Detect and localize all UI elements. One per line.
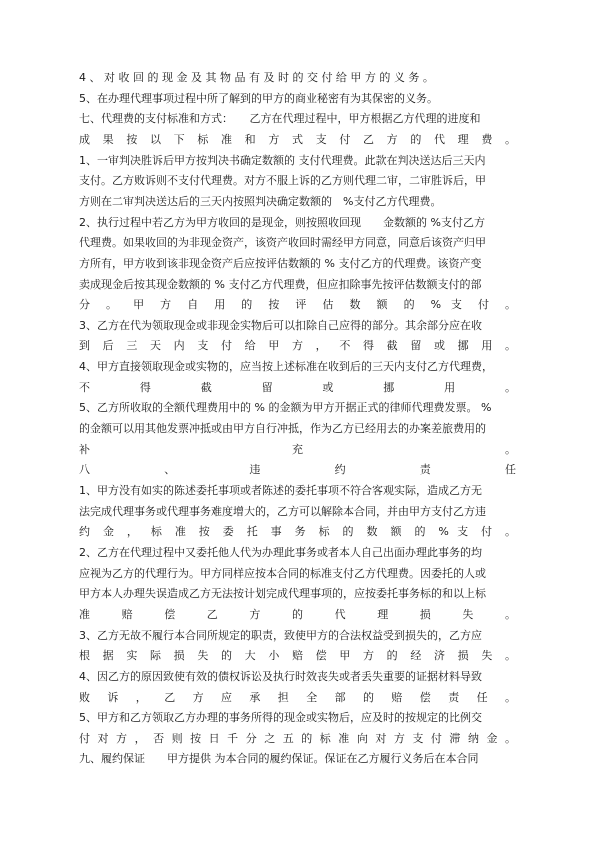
text-line-22: 法完成代理事务或代理事务难度增大的，乙方可以解除本合同，并由甲方支付乙方违	[79, 504, 486, 518]
text-line-3: 七、代理费的支付标准和方式： 乙方在代理过程中，甲方根据乙方代理的进度和	[79, 112, 481, 126]
text-line-18: 的金额可以用其他发票冲抵或由甲方自行冲抵，作为乙方已经用去的办案差旅费用的	[79, 422, 486, 435]
text-line-15: 4、甲方直接领取现金或实物的，应当按上述标准在收到后的三天内支付乙方代理费，	[79, 360, 493, 374]
text-line-29: 根 据 实 际 损 失 的 大 小 赔 偿 甲 方 的 经 济 损 失 。	[79, 649, 516, 663]
text-line-23: 约 金 ， 标 准 按 委 托 事 务 标 的 数 额 的 % 支 付 。	[79, 525, 516, 539]
text-line-8: 2、执行过程中若乙方为甲方收回的是现金，则按照收回现 金数额的 %支付乙方	[79, 215, 485, 229]
text-line-32: 5、甲方和乙方领取乙方办理的事务所得的现金或实物后，应及时的按规定的比例交	[79, 711, 482, 725]
text-line-13: 3、乙方在代为领取现金或非现金实物后可以扣除自己应得的部分。其余部分应在收	[79, 318, 482, 332]
text-line-4: 成 果 按 以 下 标 准 和 方 式 支 付 乙 方 的 代 理 费 。	[79, 132, 516, 146]
text-line-2: 5、在办理代理事项过程中所了解到的甲方的商业秘密有为其保密的义务。	[79, 91, 438, 105]
text-line-24: 2、乙方在代理过程中又委托他人代为办理此事务或者本人自己出面办理此事务的均	[79, 546, 482, 559]
text-line-16: 不 得 截 留 或 挪 用 。	[79, 380, 516, 394]
text-line-33: 付 对 方 ， 否 则 按 日 千 分 之 五 的 标 准 向 对 方 支 付 滞 纳 金 。	[79, 731, 516, 745]
text-line-25: 应视为乙方的代理行为。甲方同样应按本合同的标准支付乙方代理费。因委托的人或	[79, 566, 486, 580]
text-line-26: 甲方本人办理失误造成乙方无法按计划完成代理事项的，应按委托事务标的和以上标	[79, 587, 486, 601]
text-line-7: 方则在二审判决送达后的三天内按照判决确定数额的 %支付乙方代理费。	[79, 194, 442, 208]
text-line-21: 1、甲方没有如实的陈述委托事项或者陈述的委托事项不符合客观实际，造成乙方无	[79, 484, 482, 497]
text-line-34: 九、履约保证 甲方提供 为本合同的履约保证。保证在乙方履行义务后在本合同	[79, 752, 479, 766]
text-line-12: 分 。 甲 方 自 用 的 按 评 估 数 额 的 % 支 付 。	[79, 298, 516, 312]
text-line-9: 代理费。如果收回的为非现金资产，该资产收回时需经甲方同意，同意后该资产归甲	[79, 236, 486, 250]
text-line-31: 败 诉 ， 乙 方 应 承 担 全 部 的 赔 偿 责 任 。	[79, 690, 516, 704]
text-line-19: 补 充 。	[79, 442, 516, 456]
text-line-30: 4、因乙方的原因致使有效的债权诉讼及执行时效丧失或者丢失重要的证据材料导致	[79, 669, 482, 683]
text-line-5: 1、一审判决胜诉后甲方按判决书确定数额的 支付代理费。此款在判决送达后三天内	[79, 153, 486, 167]
text-line-27: 准 赔 偿 乙 方 的 代 理 损 失 。	[79, 607, 516, 621]
text-line-11: 卖成现金后按其现金数额的 % 支付乙方代理费，但应扣除事先按评估数额支付的部	[79, 277, 482, 291]
text-line-10: 方所有，甲方收到该非现金资产后应按评估数额的 % 支付乙方的代理费。该资产变	[79, 256, 482, 270]
text-line-14: 到 后 三 天 内 支 付 给 甲 方 ， 不 得 截 留 或 挪 用 。	[79, 339, 516, 353]
text-line-20: 八 、 违 约 责 任	[79, 463, 516, 477]
text-line-17: 5、乙方所收取的全额代理费用中的 % 的金额为甲方开据正式的律师代理费发票。 %	[79, 401, 492, 415]
text-line-28: 3、乙方无故不履行本合同所规定的职责，致使甲方的合法权益受到损失的，乙方应	[79, 628, 482, 642]
text-line-6: 支付。乙方败诉则不支付代理费。对方不服上诉的乙方则代理二审，二审胜诉后，甲	[79, 174, 486, 188]
text-line-1: 4 、 对 收 回 的 现 金 及 其 物 品 有 及 时 的 交 付 给 甲 方 的 义 务 。	[79, 71, 434, 84]
